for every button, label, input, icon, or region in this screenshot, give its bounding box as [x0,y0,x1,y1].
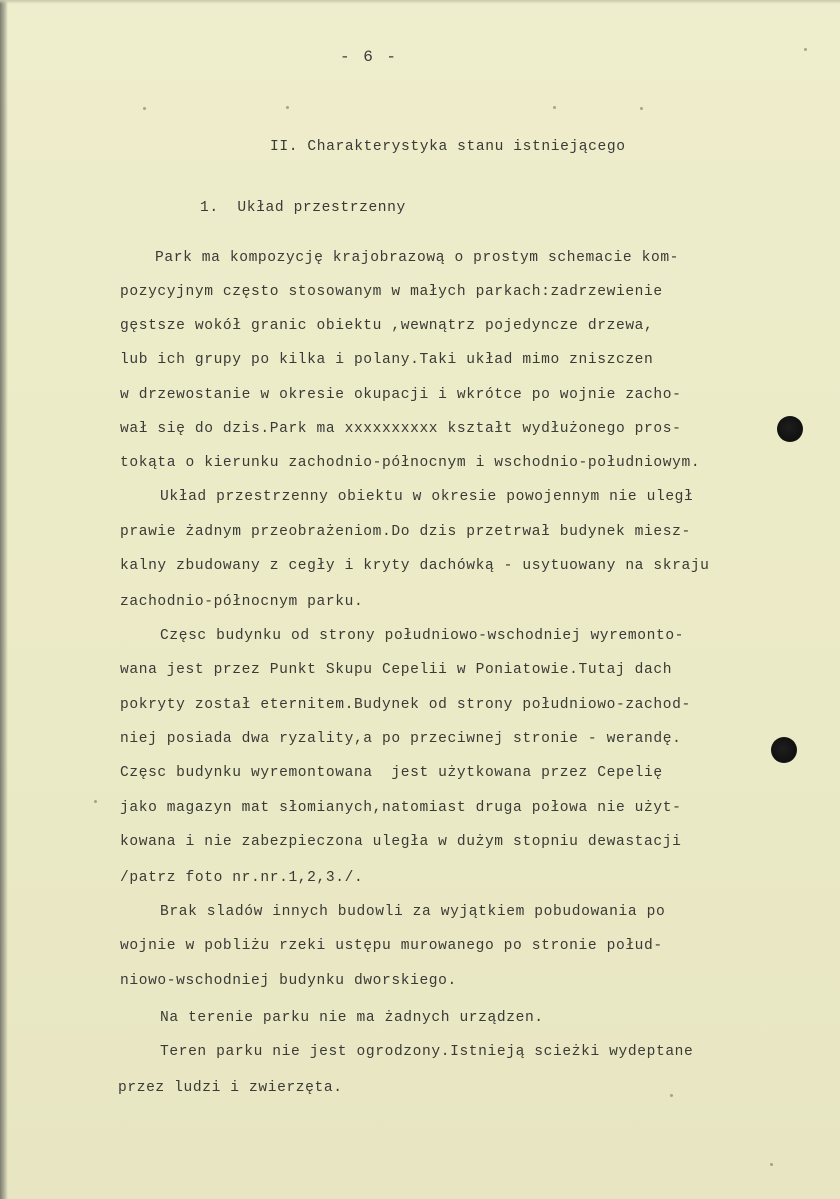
body-line: w drzewostanie w okresie okupacji i wkrótce po wojnie zacho- [120,387,682,403]
body-line: wojnie w pobliżu rzeki ustępu murowanego po stronie połud- [120,938,663,954]
punch-hole-icon [771,737,797,763]
paper-speck [94,800,97,803]
paper-speck [640,107,643,110]
body-line: kalny zbudowany z cegły i kryty dachówką - usytuowany na skraju [120,558,710,574]
page-top-edge [0,0,840,4]
paper-speck [286,106,289,109]
paper-speck [143,107,146,110]
punch-hole-icon [777,416,803,442]
body-line: prawie żadnym przeobrażeniom.Do dzis przetrwał budynek miesz- [120,524,691,540]
body-line: gęstsze wokół granic obiektu ,wewnątrz pojedyncze drzewa, [120,318,654,334]
body-line: Na terenie parku nie ma żadnych urządzen. [160,1010,544,1026]
body-line: jako magazyn mat słomianych,natomiast druga połowa nie użyt- [120,800,682,816]
body-line: /patrz foto nr.nr.1,2,3./. [120,870,364,886]
body-line: Teren parku nie jest ogrodzony.Istnieją scieżki wydeptane [160,1044,694,1060]
paper-speck [770,1163,773,1166]
page-left-edge [0,0,8,1199]
subsection-heading: 1. Układ przestrzenny [200,200,406,216]
body-line: pozycyjnym często stosowanym w małych parkach:zadrzewienie [120,284,663,300]
body-line: wana jest przez Punkt Skupu Cepelii w Poniatowie.Tutaj dach [120,662,673,678]
body-line: Częsc budynku wyremontowana jest użytkowana przez Cepelię [120,765,663,781]
page-number: - 6 - [340,48,399,66]
body-line: Częsc budynku od strony południowo-wschodniej wyremonto- [160,628,685,644]
body-line: przez ludzi i zwierzęta. [118,1080,343,1096]
body-line: Brak sladów innych budowli za wyjątkiem pobudowania po [160,904,666,920]
body-line: niej posiada dwa ryzality,a po przeciwnej stronie - werandę. [120,731,682,747]
body-line: Układ przestrzenny obiektu w okresie powojennym nie uległ [160,489,694,505]
body-line: lub ich grupy po kilka i polany.Taki układ mimo zniszczen [120,352,654,368]
paper-speck [670,1094,673,1097]
body-line: zachodnio-północnym parku. [120,594,364,610]
paper-speck [553,106,556,109]
section-heading: II. Charakterystyka stanu istniejącego [270,139,626,155]
body-line: niowo-wschodniej budynku dworskiego. [120,973,457,989]
body-line: pokryty został eternitem.Budynek od strony południowo-zachod- [120,697,691,713]
body-line: tokąta o kierunku zachodnio-północnym i wschodnio-południowym. [120,455,701,471]
body-line: wał się do dzis.Park ma xxxxxxxxxx kształt wydłużonego pros- [120,421,682,437]
body-line: Park ma kompozycję krajobrazową o prostym schemacie kom- [155,250,680,266]
paper-speck [804,48,807,51]
body-line: kowana i nie zabezpieczona uległa w dużym stopniu dewastacji [120,834,682,850]
